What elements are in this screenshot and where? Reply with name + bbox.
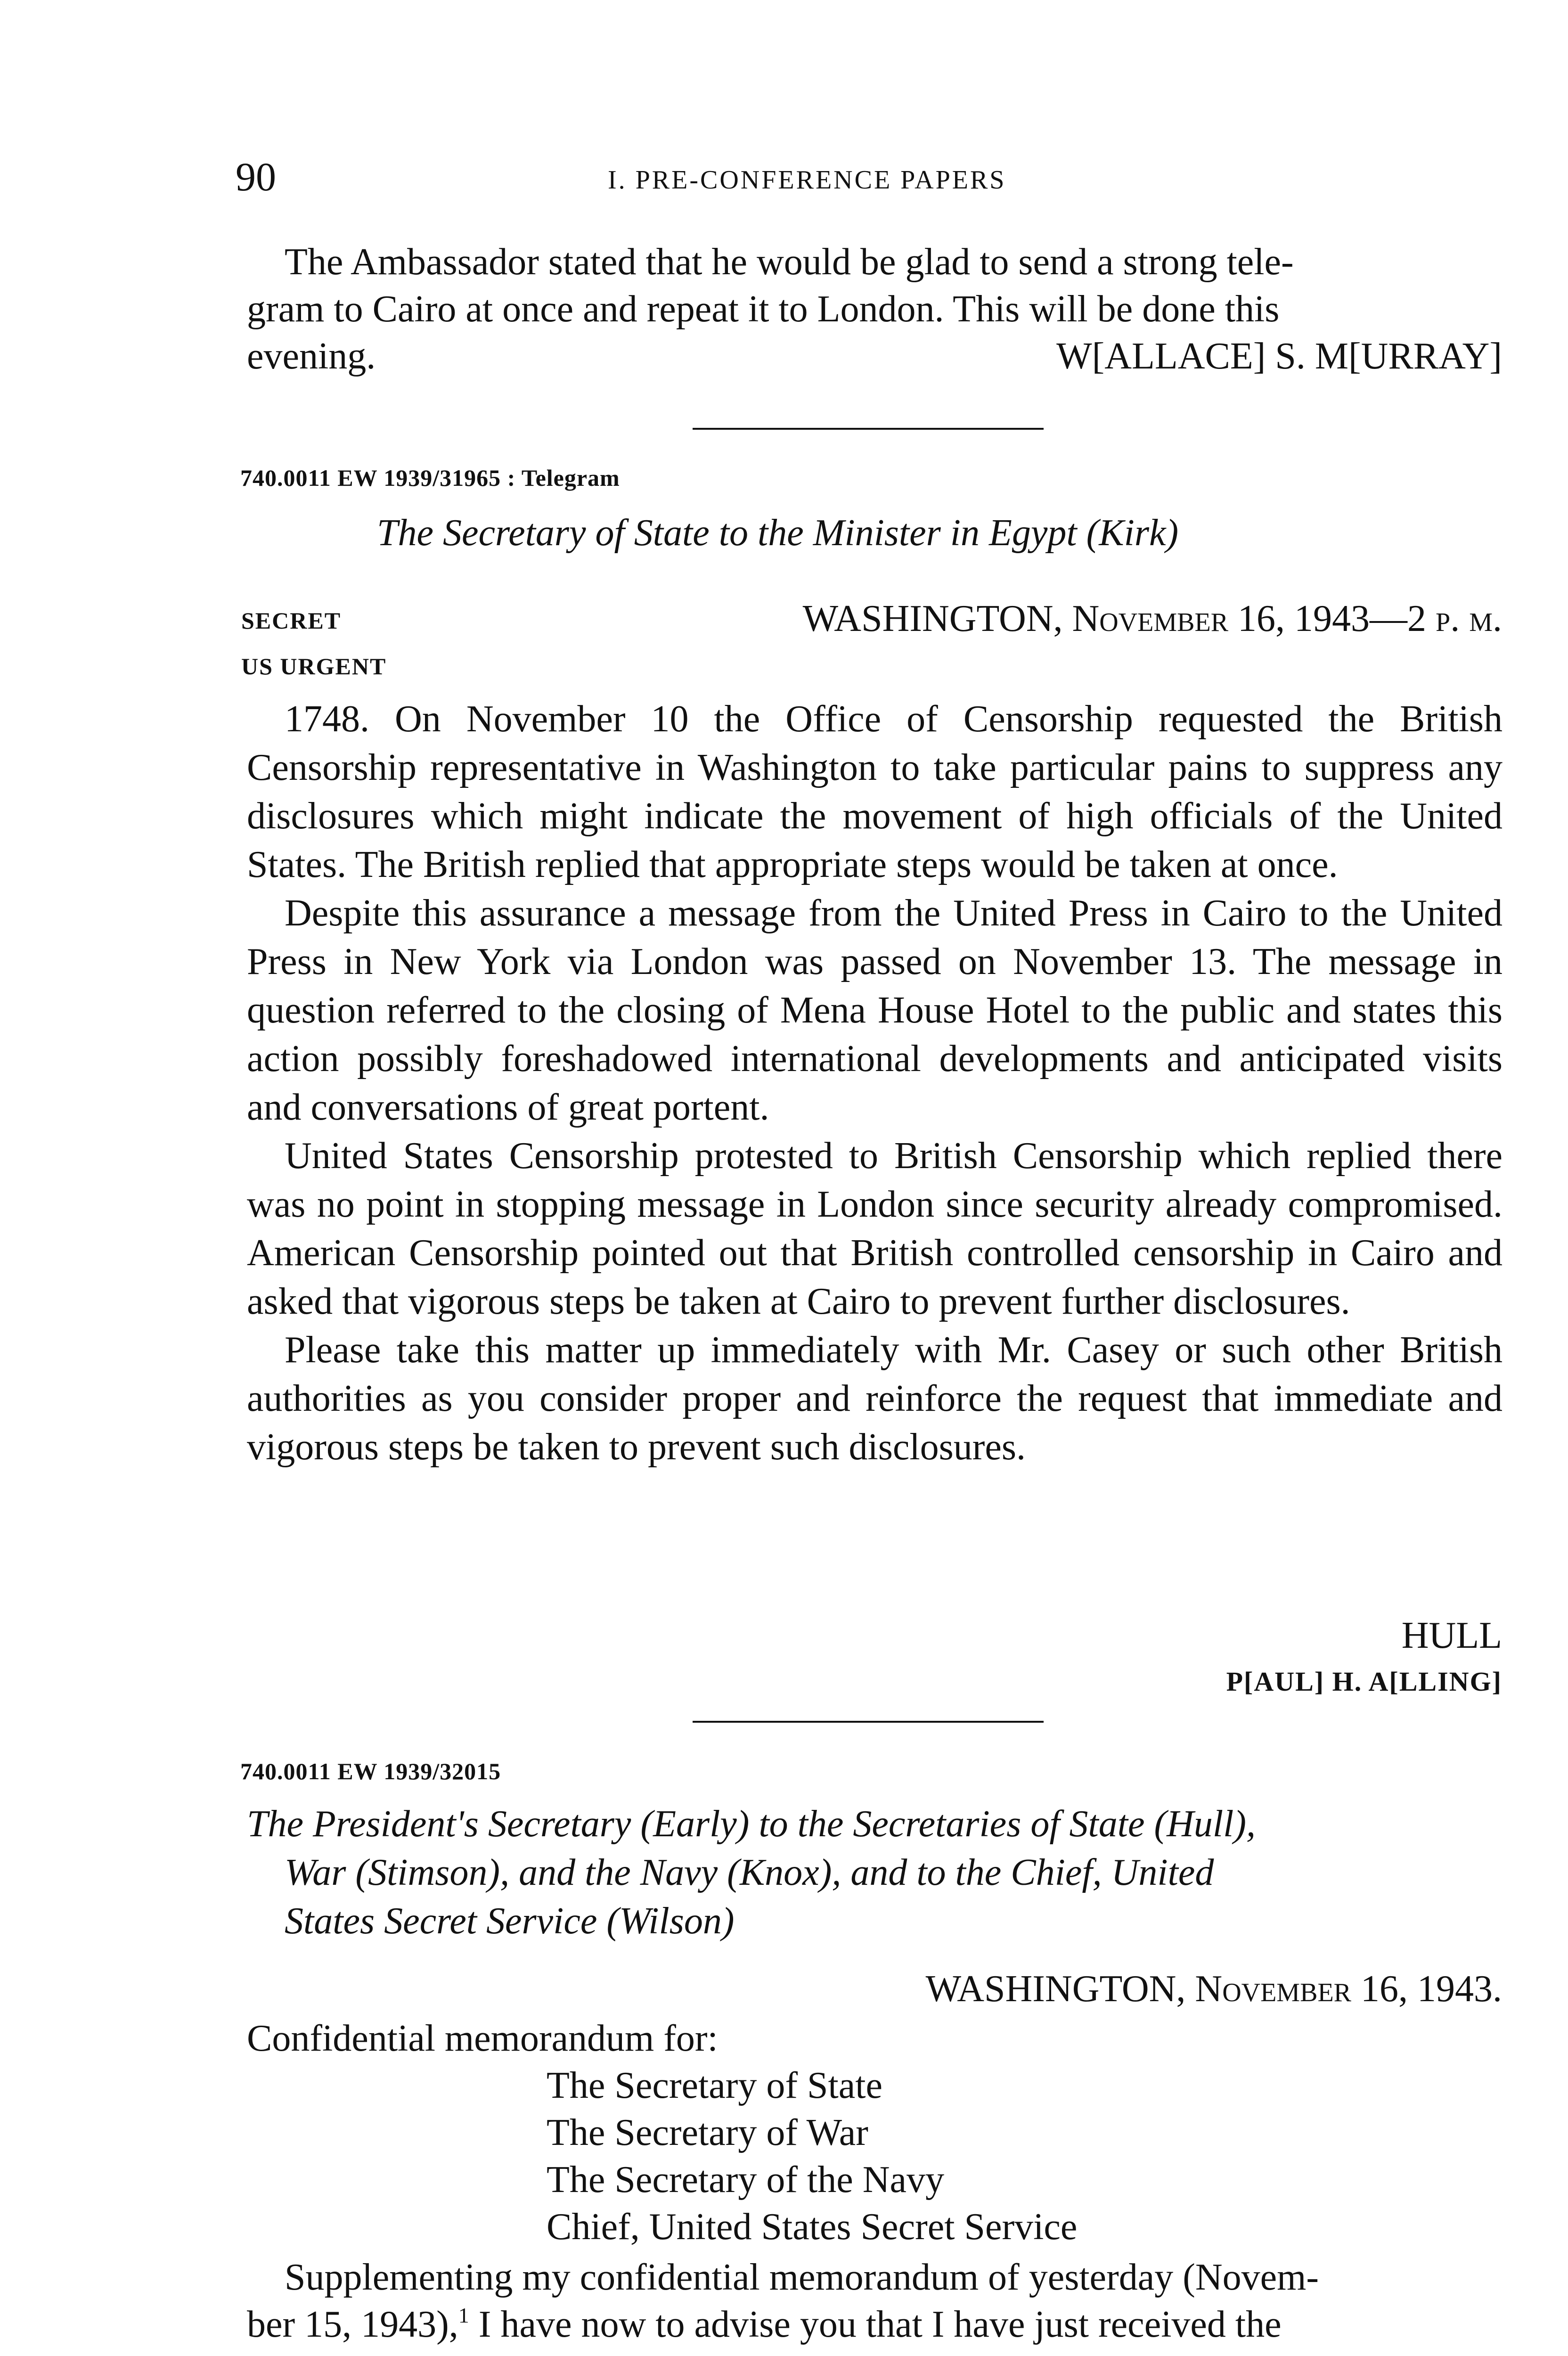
- paragraph: Despite this assurance a message from the United Press in Cairo to the United Press in New York via London was passed on November 13. The message in question referred to the closing of Mena House Hotel to the public and states this action possibly foreshadowed international developments and anticipated visits and conversations of great portent.: [247, 892, 1503, 1128]
- closing-line-2: [247, 2300, 1282, 2349]
- file-reference: 740.0011 EW 1939/32015: [240, 1758, 501, 1784]
- recipient: The Secretary of the Navy: [547, 2159, 945, 2201]
- divider-rule: [693, 428, 1044, 430]
- top-paragraph-line-3: evening.: [247, 335, 376, 377]
- signature-hull: HULL: [1401, 1615, 1502, 1656]
- closing-text-b: I have now to advise you that I have just received the: [469, 2304, 1282, 2345]
- top-paragraph-line-1: The Ambassador stated that he would be glad to send a strong tele-: [285, 241, 1294, 283]
- signature-murray: W[ALLACE] S. M[URRAY]: [1056, 335, 1502, 377]
- dateline: [803, 595, 1502, 643]
- divider-rule: [693, 1721, 1044, 1723]
- memo-heading: Confidential memorandum for:: [247, 2018, 718, 2059]
- top-paragraph-line-2: gram to Cairo at once and repeat it to London. This will be done this: [247, 288, 1280, 330]
- running-title: I. PRE-CONFERENCE PAPERS: [608, 165, 1006, 195]
- recipient: Chief, United States Secret Service: [547, 2206, 1078, 2248]
- title-line: War (Stimson), and the Navy (Knox), and to the Chief, United: [285, 1852, 1214, 1893]
- recipient: The Secretary of State: [547, 2065, 883, 2106]
- telegram-body: [247, 695, 1503, 1472]
- document-title: The Secretary of State to the Minister in Egypt (Kirk): [377, 512, 1179, 554]
- paragraph: Please take this matter up immediately with Mr. Casey or such other British authorities as you consider proper and reinforce the request that immediate and vigorous steps be taken to prevent such disclosures.: [247, 1329, 1503, 1468]
- paragraph: 1748. On November 10 the Office of Censorship requested the British Censorship representative in Washington to take particular pains to suppress any disclosures which might indicate the movement of high officials of the United States. The British replied that appropriate steps would be taken at once.: [247, 698, 1503, 885]
- dateline-text: WASHINGTON, November 16, 1943—2 p. m.: [802, 598, 1502, 639]
- dateline: WASHINGTON, November 16, 1943.: [925, 1968, 1502, 2010]
- file-reference: 740.0011 EW 1939/31965 : Telegram: [240, 465, 620, 491]
- initials-alling: P[AUL] H. A[LLING]: [1226, 1666, 1502, 1697]
- paragraph: United States Censorship protested to British Censorship which replied there was no point in stopping message in London since security already compromised. American Censorship pointed out that British controlled censorship in Cairo and asked that vigorous steps be taken at Cairo to prevent further disclosures.: [247, 1135, 1503, 1322]
- title-line: The President's Secretary (Early) to the Secretaries of State (Hull),: [247, 1803, 1256, 1845]
- classification-label: SECRET: [241, 607, 342, 634]
- closing-text-a: ber 15, 1943),: [247, 2304, 458, 2345]
- page-number: 90: [236, 154, 276, 199]
- document-title: [247, 1800, 1503, 1946]
- priority-label: US URGENT: [241, 653, 387, 679]
- footnote-mark: 1: [458, 2303, 469, 2327]
- closing-line-1: Supplementing my confidential memorandum of yesterday (Novem-: [285, 2257, 1319, 2298]
- title-line: States Secret Service (Wilson): [285, 1900, 735, 1942]
- recipient: The Secretary of War: [547, 2112, 868, 2153]
